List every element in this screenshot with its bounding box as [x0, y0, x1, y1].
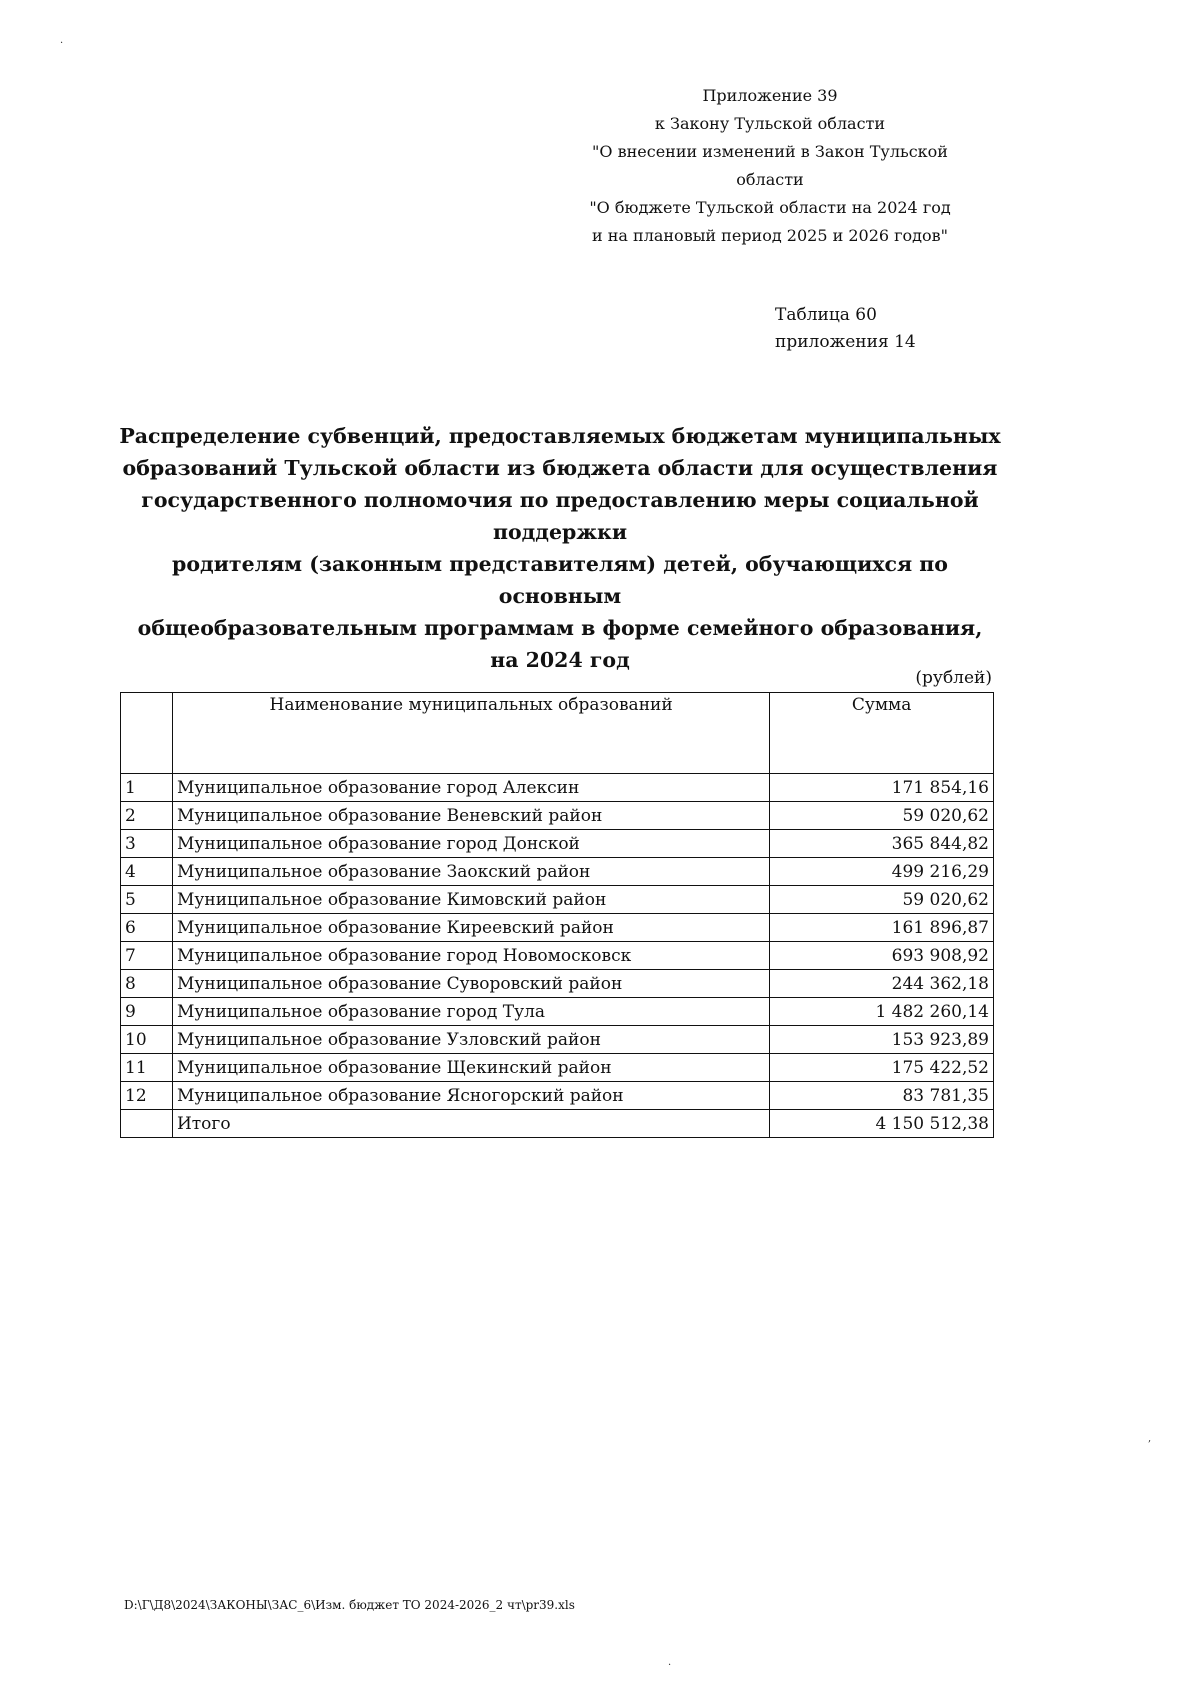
row-number: 6 [121, 914, 173, 942]
title-line: Распределение субвенций, предоставляемых бюджетам муниципальных [119, 424, 1001, 448]
table-row [121, 886, 994, 914]
table-ref-line: приложения 14 [775, 332, 916, 352]
appendix-header [560, 82, 980, 250]
row-number: 12 [121, 1082, 173, 1110]
number-column-header [121, 693, 173, 774]
table-header-row [121, 693, 994, 774]
municipality-name: Муниципальное образование Суворовский район [172, 970, 769, 998]
table-row [121, 970, 994, 998]
municipality-name: Муниципальное образование город Тула [172, 998, 769, 1026]
municipality-name: Муниципальное образование Щекинский район [172, 1054, 769, 1082]
municipality-name: Муниципальное образование Ясногорский район [172, 1082, 769, 1110]
amount: 59 020,62 [770, 802, 994, 830]
row-number: 4 [121, 858, 173, 886]
municipality-name: Муниципальное образование город Алексин [172, 774, 769, 802]
header-line: и на плановый период 2025 и 2026 годов" [591, 226, 949, 245]
municipality-name: Муниципальное образование город Донской [172, 830, 769, 858]
total-row [121, 1110, 994, 1138]
subsidy-table [120, 692, 994, 1138]
row-number: 10 [121, 1026, 173, 1054]
scan-speck: · [60, 38, 64, 49]
amount: 1 482 260,14 [770, 998, 994, 1026]
table-row [121, 1054, 994, 1082]
header-line: "О внесении изменений в Закон Тульской области [592, 142, 948, 189]
sum-column-header: Сумма [770, 693, 994, 774]
title-line: родителям (законным представителям) детей, обучающихся по основным [172, 552, 948, 608]
table-row [121, 830, 994, 858]
total-municipality-name: Итого [172, 1110, 769, 1138]
amount: 693 908,92 [770, 942, 994, 970]
municipality-name: Муниципальное образование город Новомосковск [172, 942, 769, 970]
table-row [121, 774, 994, 802]
amount: 175 422,52 [770, 1054, 994, 1082]
table-row [121, 914, 994, 942]
amount: 244 362,18 [770, 970, 994, 998]
table-row [121, 942, 994, 970]
amount: 153 923,89 [770, 1026, 994, 1054]
amount: 171 854,16 [770, 774, 994, 802]
total-row-number [121, 1110, 173, 1138]
title-line: государственного полномочия по предоставлению меры социальной поддержки [141, 488, 979, 544]
table-body [121, 774, 994, 1138]
units-label: (рублей) [915, 668, 992, 688]
row-number: 8 [121, 970, 173, 998]
table-row [121, 1026, 994, 1054]
scan-speck: · [668, 1660, 672, 1671]
table-row [121, 802, 994, 830]
table-row [121, 858, 994, 886]
header-line: "О бюджете Тульской области на 2024 год [589, 198, 951, 217]
row-number: 2 [121, 802, 173, 830]
municipality-name: Муниципальное образование Кимовский район [172, 886, 769, 914]
table-reference [775, 302, 916, 356]
name-column-header: Наименование муниципальных образований [172, 693, 769, 774]
amount: 365 844,82 [770, 830, 994, 858]
table-row [121, 998, 994, 1026]
amount: 83 781,35 [770, 1082, 994, 1110]
row-number: 1 [121, 774, 173, 802]
row-number: 7 [121, 942, 173, 970]
header-line: Приложение 39 [702, 86, 838, 105]
amount: 499 216,29 [770, 858, 994, 886]
row-number: 9 [121, 998, 173, 1026]
header-line: к Закону Тульской области [654, 114, 886, 133]
document-title [110, 420, 1010, 676]
row-number: 3 [121, 830, 173, 858]
municipality-name: Муниципальное образование Веневский район [172, 802, 769, 830]
municipality-name: Муниципальное образование Заокский район [172, 858, 769, 886]
file-path-footer: D:\Г\Д8\2024\ЗАКОНЫ\ЗАС_6\Изм. бюджет ТО 2024-2026_2 чт\pr39.xls [124, 1598, 575, 1612]
row-number: 11 [121, 1054, 173, 1082]
table-row [121, 1082, 994, 1110]
title-line: на 2024 год [490, 648, 630, 672]
amount: 59 020,62 [770, 886, 994, 914]
municipality-name: Муниципальное образование Киреевский район [172, 914, 769, 942]
table-ref-line: Таблица 60 [775, 305, 877, 325]
total-amount: 4 150 512,38 [770, 1110, 994, 1138]
municipality-name: Муниципальное образование Узловский район [172, 1026, 769, 1054]
title-line: образований Тульской области из бюджета области для осуществления [122, 456, 998, 480]
scan-speck: , [1148, 1433, 1152, 1444]
row-number: 5 [121, 886, 173, 914]
title-line: общеобразовательным программам в форме семейного образования, [137, 616, 983, 640]
amount: 161 896,87 [770, 914, 994, 942]
